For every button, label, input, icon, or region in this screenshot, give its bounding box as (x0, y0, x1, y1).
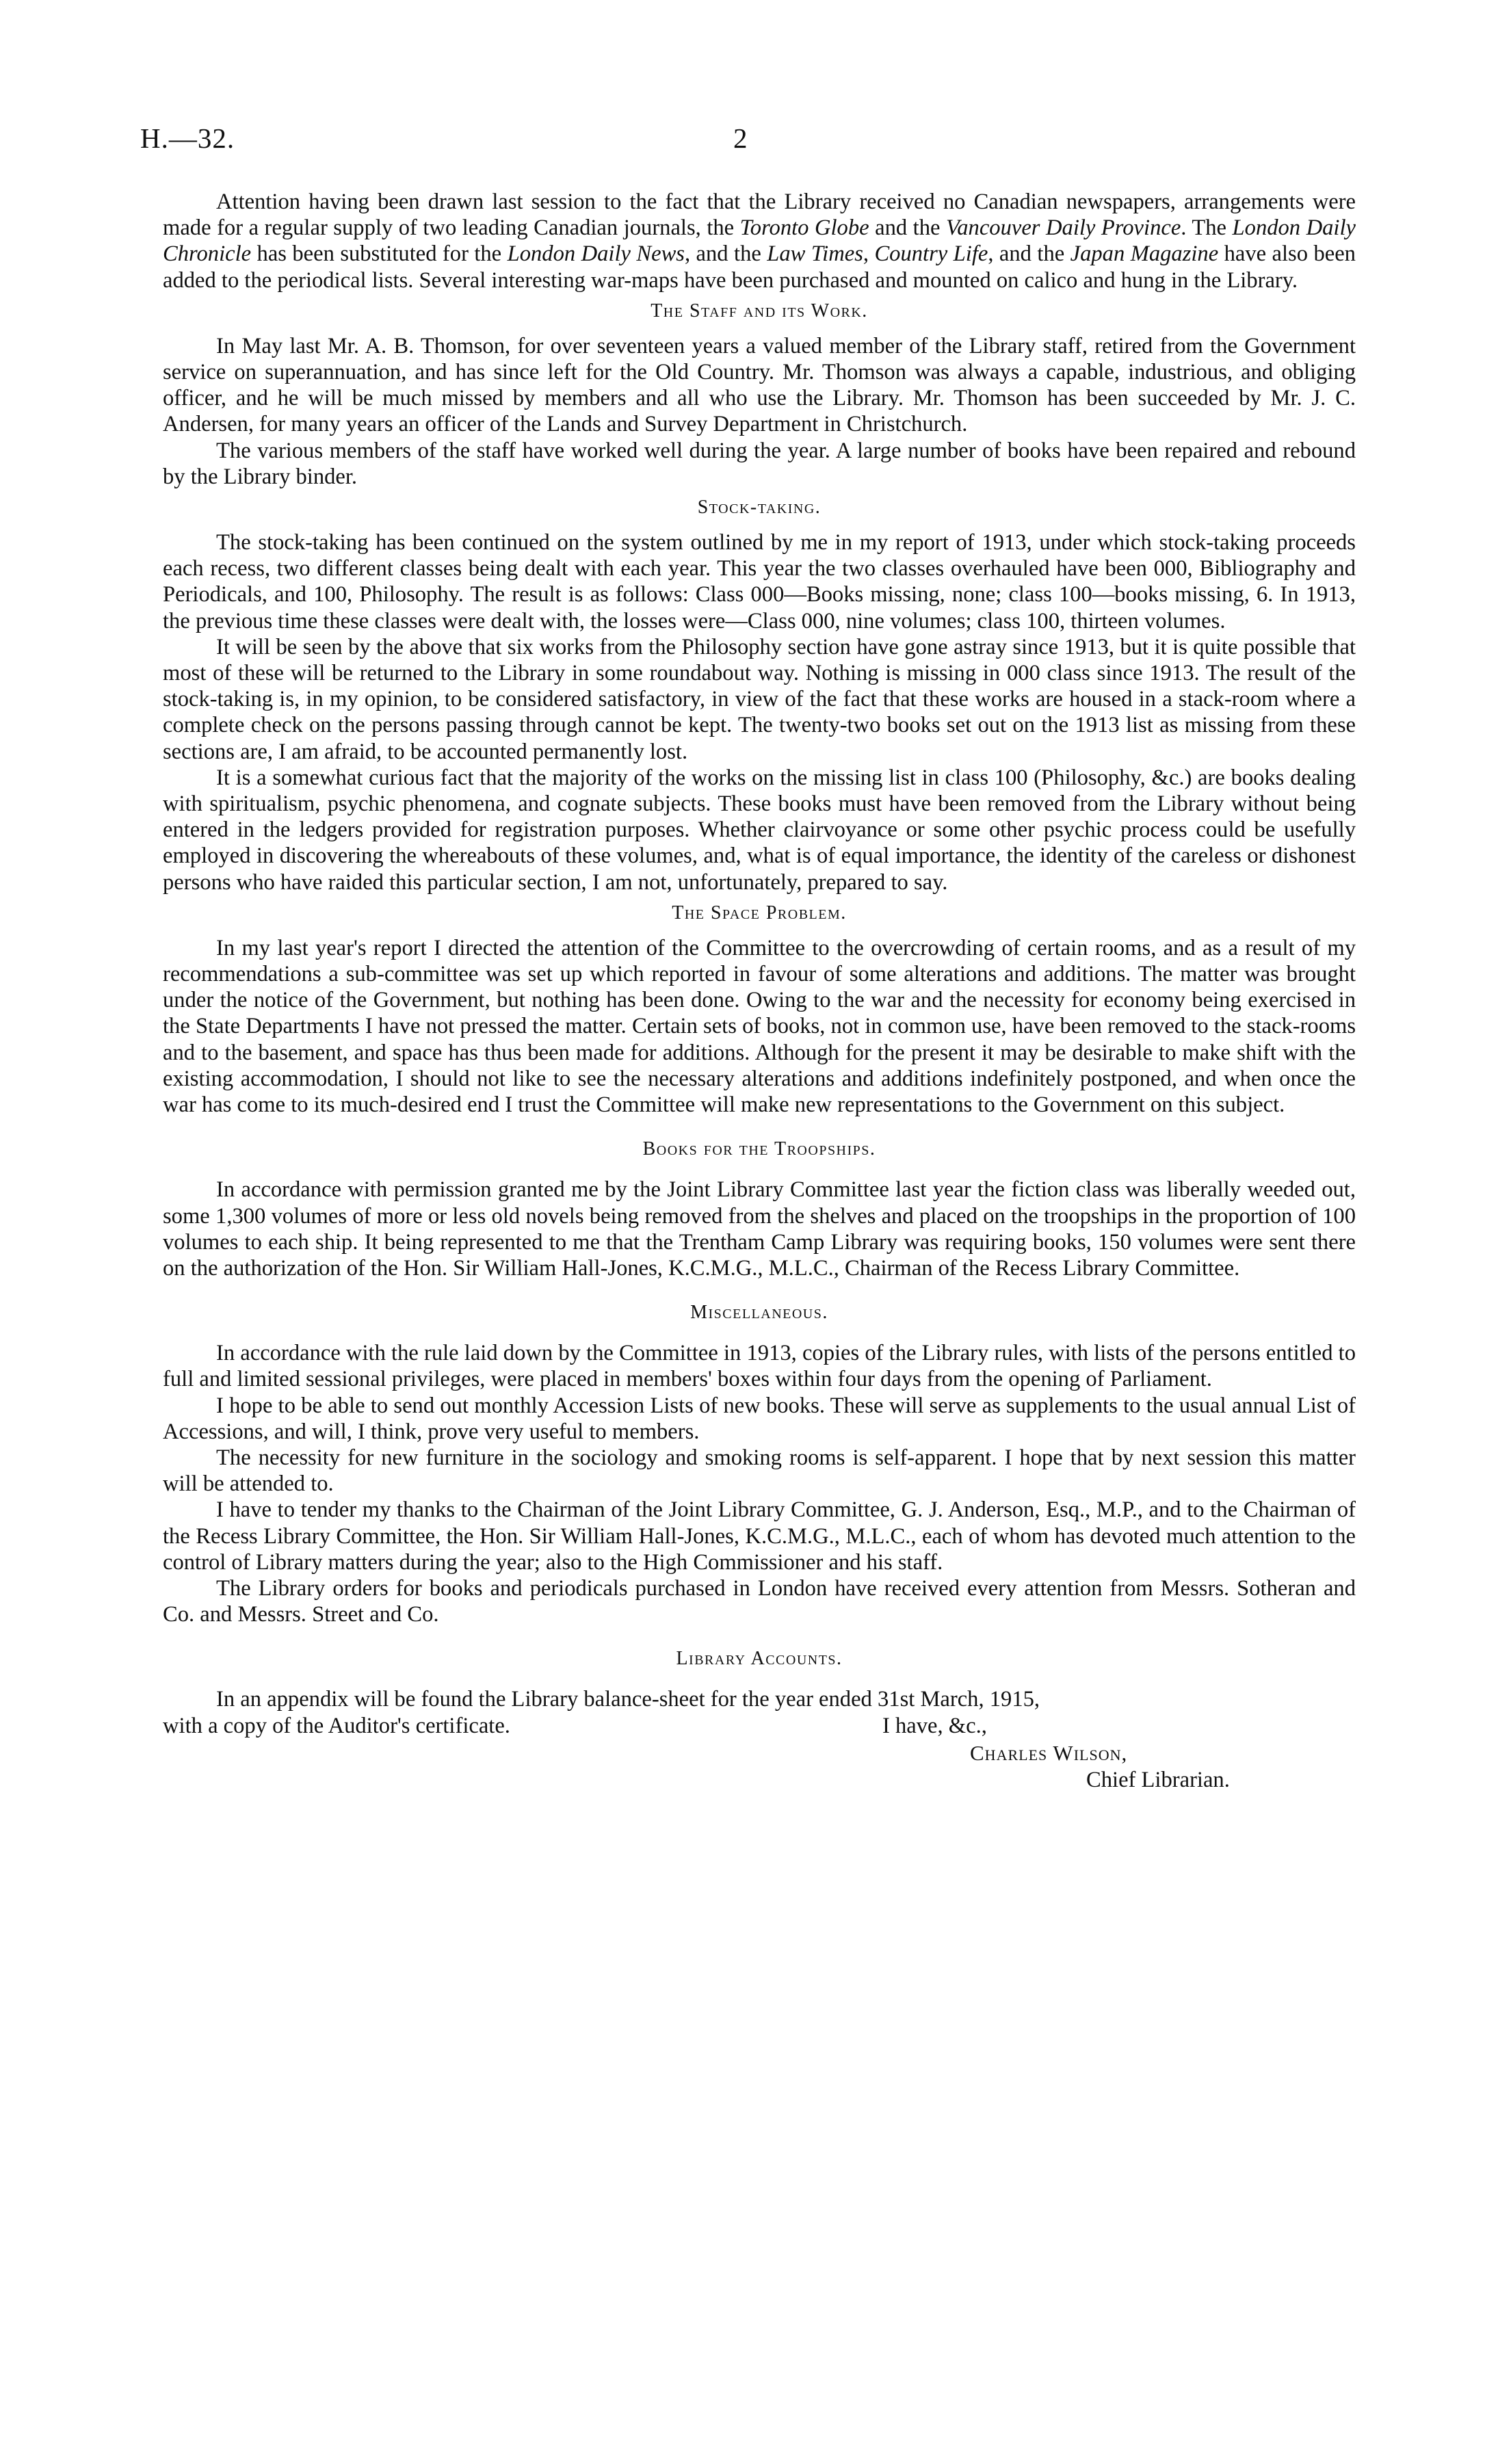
intro-paragraph: Attention having been drawn last session to the fact that the Library received no Canadian newspapers, arrangements were made for a regular supply of two leading Canadian journals, the Toronto Globe and the Vancouver Daily Province. The London Daily Chronicle has been substituted for the London Daily News, and the Law Times, Country Life, and the Japan Magazine have also been added to the periodical lists. Several interesting war-maps have been purchased and mounted on calico and hung in the Library. (163, 189, 1356, 293)
paragraph: I hope to be able to send out monthly Accession Lists of new books. These will serve as supplements to the usual annual List of Accessions, and will, I think, prove very useful to members. (163, 1393, 1356, 1444)
paragraph: The stock-taking has been continued on the system outlined by me in my report of 1913, under which stock-taking proceeds each recess, two different classes being dealt with each year. This year the two classes overhauled have been 000, Bibliography and Periodicals, and 100, Philosophy. The result is as follows: Class 000—Books missing, none; class 100—books missing, 6. In 1913, the previous time these classes were dealt with, the losses were—Class 000, nine volumes; class 100, thirteen volumes. (163, 530, 1356, 633)
paragraph: In May last Mr. A. B. Thomson, for over seventeen years a valued member of the Library staff, retired from the Government service on superannuation, and has since left for the Old Country. Mr. Thomson was always a capable, industrious, and obliging officer, and he will be much missed by members and all who use the Library. Mr. Thomson has been succeeded by Mr. J. C. Andersen, for many years an officer of the Lands and Survey Department in Christchurch. (163, 333, 1356, 437)
closing-salutation: I have, &c., (882, 1713, 987, 1738)
paragraph: The various members of the staff have worked well during the year. A large number of books have been repaired and rebound by the Library binder. (163, 438, 1356, 489)
paragraph: I have to tender my thanks to the Chairman of the Joint Library Committee, G. J. Anderson, Esq., M.P., and to the Chairman of the Recess Library Committee, the Hon. Sir William Hall-Jones, K.C.M.G., M.L.C., each of whom has devoted much attention to the control of Library matters during the year; also to the High Commissioner and his staff. (163, 1497, 1356, 1575)
page-number: 2 (733, 122, 748, 154)
paragraph: The necessity for new furniture in the sociology and smoking rooms is self-apparent. I hope that by next session this matter will be attended to. (163, 1445, 1356, 1497)
paragraph: In an appendix will be found the Library balance-sheet for the year ended 31st March, 1915, (216, 1687, 1040, 1712)
section-heading-stock-taking: Stock-taking. (697, 497, 822, 519)
document-body (163, 189, 1356, 1802)
section-heading-staff: The Staff and its Work. (651, 300, 868, 322)
paragraph: It will be seen by the above that six works from the Philosophy section have gone astray since 1913, but it is quite possible that most of these will be returned to the Library in some roundabout way. Nothing is missing in 000 class since 1913. The result of the stock-taking is, in my opinion, to be considered satisfactory, in view of the fact that these works are housed in a stack-room where a complete check on the persons passing through cannot be kept. The twenty-two books set out on the 1913 list as missing from these sections are, I am afraid, to be accounted permanently lost. (163, 634, 1356, 764)
section-heading-library-accounts: Library Accounts. (676, 1648, 843, 1670)
signatory-title: Chief Librarian. (1086, 1767, 1230, 1792)
paragraph: It is a somewhat curious fact that the majority of the works on the missing list in class 100 (Philosophy, &c.) are books dealing with spiritualism, psychic phenomena, and cognate subjects. These books must have been removed from the Library without being entered in the ledgers provided for registration purposes. Whether clairvoyance or some other psychic process could be usefully employed in discovering the whereabouts of these volumes, and, what is of equal importance, the identity of the careless or dishonest persons who have raided this particular section, I am not, unfortunately, prepared to say. (163, 765, 1356, 895)
paragraph: In accordance with permission granted me by the Joint Library Committee last year the fiction class was liberally weeded out, some 1,300 volumes of more or less old novels being removed from the shelves and placed on the troopships in the proportion of 100 volumes to each ship. It being represented to me that the Trentham Camp Library was requiring books, 150 volumes were sent there on the authorization of the Hon. Sir William Hall-Jones, K.C.M.G., M.L.C., Chairman of the Recess Library Committee. (163, 1177, 1356, 1281)
document-reference: H.—32. (140, 122, 235, 154)
section-heading-miscellaneous: Miscellaneous. (690, 1302, 828, 1324)
paragraph: In my last year's report I directed the attention of the Committee to the overcrowding of certain rooms, and as a result of my recommendations a sub-committee was set up which reported in favour of some alterations and additions. The matter was brought under the notice of the Government, but nothing has been done. Owing to the war and the necessity for economy being exercised in the State Departments I have not pressed the matter. Certain sets of books, not in common use, have been removed to the stack-rooms and to the basement, and space has thus been made for additions. Although for the present it may be desirable to make shift with the existing accommodation, I should not like to see the necessary alterations and additions indefinitely postponed, and when once the war has come to its much-desired end I trust the Committee will make new representations to the Government on this subject. (163, 935, 1356, 1118)
section-heading-space-problem: The Space Problem. (672, 902, 847, 923)
signoff-block (163, 1713, 1356, 1802)
paragraph-continuation: with a copy of the Auditor's certificate. (163, 1713, 510, 1738)
section-heading-troopships: Books for the Troopships. (642, 1138, 876, 1160)
paragraph: In accordance with the rule laid down by the Committee in 1913, copies of the Library rules, with lists of the persons entitled to full and limited sessional privileges, were placed in members' boxes within four days from the opening of Parliament. (163, 1341, 1356, 1392)
signatory-name: Charles Wilson, (970, 1740, 1128, 1765)
paragraph: The Library orders for books and periodicals purchased in London have received every attention from Messrs. Sotheran and Co. and Messrs. Street and Co. (163, 1575, 1356, 1627)
